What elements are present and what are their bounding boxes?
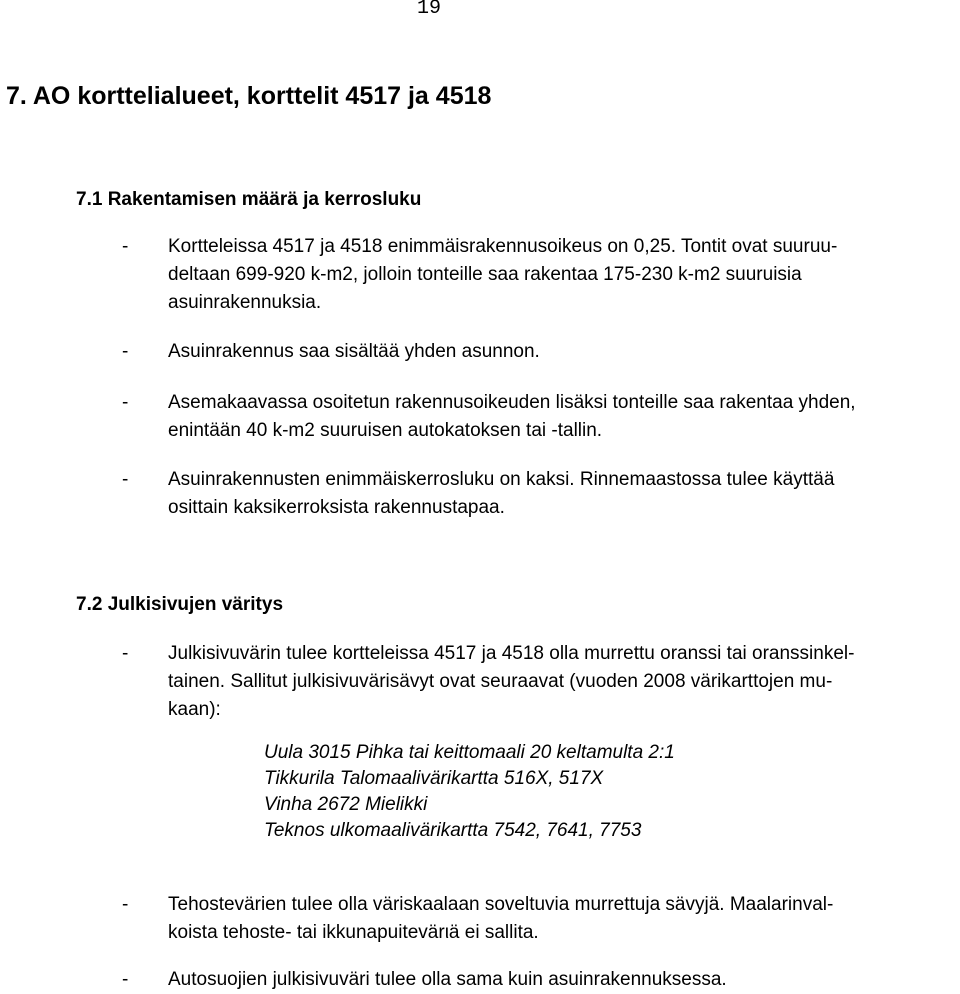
paragraph-line: Tehostevärien tulee olla väriskaalaan soveltuvia murrettuja sävyjä. Maalarinval- (168, 894, 834, 915)
paragraph-line: enintään 40 k-m2 suuruisen autokatoksen tai -tallin. (168, 420, 603, 441)
bullet-dash: - (122, 236, 129, 257)
color-option: Vinha 2672 Mielikki (264, 794, 428, 815)
bullet-dash: - (122, 341, 129, 362)
paragraph-line: Asemakaavassa osoitetun rakennusoikeuden lisäksi tonteille saa rakentaa yhden, (168, 392, 856, 413)
paragraph-line: Asuinrakennus saa sisältää yhden asunnon. (168, 341, 540, 362)
color-option: Tikkurila Talomaalivärikartta 516X, 517X (264, 768, 604, 789)
bullet-dash: - (122, 894, 129, 915)
paragraph-line: kaan): (168, 699, 221, 720)
color-option: Uula 3015 Pihka tai keittomaali 20 keltamulta 2:1 (264, 742, 675, 763)
paragraph-line: koista tehoste- tai ikkunapuitevärιä ei sallita. (168, 922, 539, 943)
bullet-dash: - (122, 469, 129, 490)
list-item (122, 891, 954, 947)
section-heading-7-1: 7.1 Rakentamisen määrä ja kerrosluku (76, 189, 422, 210)
chapter-title: 7. AO korttelialueet, korttelit 4517 ja 4518 (6, 82, 492, 110)
bullet-dash: - (122, 392, 129, 413)
paragraph-line: asuinrakennuksia. (168, 292, 322, 313)
color-option: Teknos ulkomaalivärikartta 7542, 7641, 7753 (264, 820, 642, 841)
paragraph-line: tainen. Sallitut julkisivuvärisävyt ovat seuraavat (vuoden 2008 värikarttojen mu- (168, 671, 833, 692)
paragraph-line: Julkisivuvärin tulee kortteleissa 4517 ja 4518 olla murrettu oranssi tai oranssinkel- (168, 643, 855, 664)
list-item (122, 466, 954, 522)
list-item (122, 338, 954, 366)
bullet-dash: - (122, 969, 129, 990)
paragraph-line: osittain kaksikerroksista rakennustapaa. (168, 497, 505, 518)
paragraph-line: Asuinrakennusten enimmäiskerrosluku on kaksi. Rinnemaastossa tulee käyttää (168, 469, 835, 490)
bullet-dash: - (122, 643, 129, 664)
page-number: 19 (417, 0, 442, 20)
list-item (122, 640, 954, 724)
paragraph-line: Kortteleissa 4517 ja 4518 enimmäisrakennusoikeus on 0,25. Tontit ovat suuruu- (168, 236, 838, 257)
section-heading-7-2: 7.2 Julkisivujen väritys (76, 594, 284, 615)
paragraph-line: Autosuojien julkisivuväri tulee olla sama kuin asuinrakennuksessa. (168, 969, 727, 990)
list-item (122, 389, 954, 445)
list-item (122, 233, 954, 317)
list-item (122, 966, 954, 994)
paragraph-line: deltaan 699-920 k-m2, jolloin tonteille saa rakentaa 175-230 k-m2 suuruisia (168, 264, 802, 285)
color-options-list (264, 740, 675, 844)
